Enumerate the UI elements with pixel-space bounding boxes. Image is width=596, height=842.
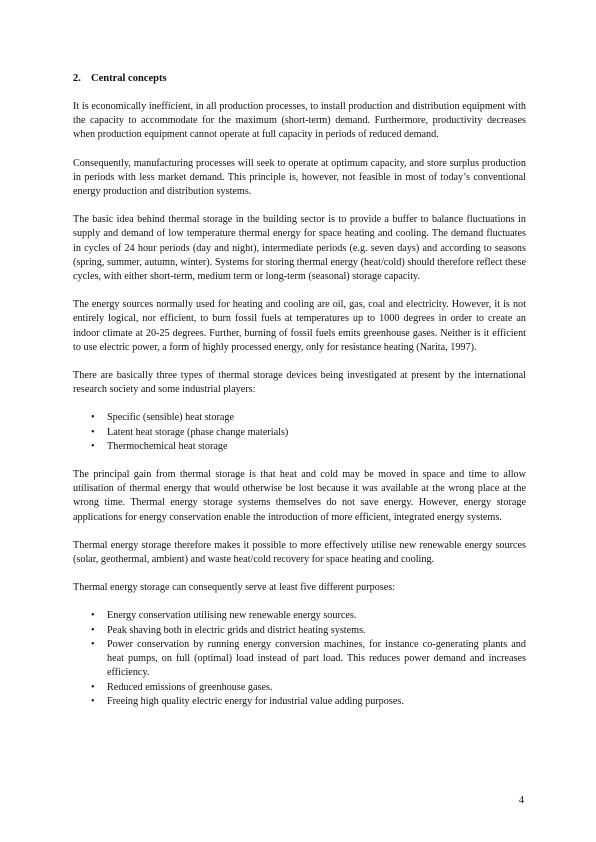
paragraph-8: Thermal energy storage can consequently serve at least five different purposes:: [73, 582, 396, 594]
storage-types-list: [73, 411, 526, 454]
purposes-list: [73, 609, 526, 708]
list-item: • Specific (sensible) heat storage: [91, 411, 526, 425]
list-item: • Latent heat storage (phase change materials): [91, 426, 526, 440]
paragraph-2: Consequently, manufacturing processes will seek to operate at optimum capacity, and store surplus production in periods with less market demand. This principle is, however, not feasible in most of today’s conventional energy production and distribution systems.: [73, 157, 526, 198]
paragraph-5: There are basically three types of thermal storage devices being investigated at present by the international research society and some industrial players:: [73, 370, 526, 396]
section-title: Central concepts: [91, 73, 167, 84]
list-item: • Thermochemical heat storage: [91, 440, 526, 454]
paragraph-6: The principal gain from thermal storage is that heat and cold may be moved in space and time to allow utilisation of thermal energy that would otherwise be lost because it was available at the wrong place at the wrong time. Thermal energy storage systems themselves do not save energy. However, energy storage applications for energy conservation enable the introduction of more efficient, integrated energy systems.: [73, 469, 526, 523]
list-item: • Freeing high quality electric energy for industrial value adding purposes.: [91, 695, 526, 709]
page-number: 4: [518, 795, 524, 806]
section-number: 2.: [73, 73, 81, 84]
paragraph-1: It is economically inefficient, in all production processes, to install production and distribution equipment with the capacity to accommodate for the maximum (short-term) demand. Furthermore, productivity decreases when production equipment cannot operate at full capacity in periods of reduced demand.: [73, 101, 526, 141]
document-page: [73, 72, 526, 723]
paragraph-7: Thermal energy storage therefore makes it possible to more effectively utilise new renewable energy sources (solar, geothermal, ambient) and waste heat/cold recovery for space heating and cooling.: [73, 539, 526, 566]
list-item: • Reduced emissions of greenhouse gases.: [91, 681, 526, 695]
list-item: • Energy conservation utilising new renewable energy sources.: [91, 609, 526, 623]
list-item: • Power conservation by running energy conversion machines, for instance co-generating plants and heat pumps, on full (optimal) load instead of part load. This reduces power demand and increases efficiency.: [91, 638, 526, 681]
paragraph-3: The basic idea behind thermal storage in the building sector is to provide a buffer to balance fluctuations in supply and demand of low temperature thermal energy for space heating and cooling. The demand fluctuates in cycles of 24 hour periods (day and night), intermediate periods (e.g. seven days) and according to seasons (spring, summer, autumn, winter). Systems for storing thermal energy (heat/cold) should therefore reflect these cycles, with either short-term, medium term or long-term (seasonal) storage capacity.: [73, 214, 526, 283]
section-heading: [73, 72, 526, 86]
list-item: • Peak shaving both in electric grids and district heating systems.: [91, 624, 526, 638]
paragraph-4: The energy sources normally used for heating and cooling are oil, gas, coal and electricity. However, it is not entirely logical, nor efficient, to burn fossil fuels at temperatures up to 1000 degrees in order to create an indoor climate at 20-25 degrees. Further, burning of fossil fuels emits greenhouse gases. Neither is it efficient to use electric power, a form of highly processed energy, only for resistance heating (Narita, 1997).: [73, 299, 526, 353]
